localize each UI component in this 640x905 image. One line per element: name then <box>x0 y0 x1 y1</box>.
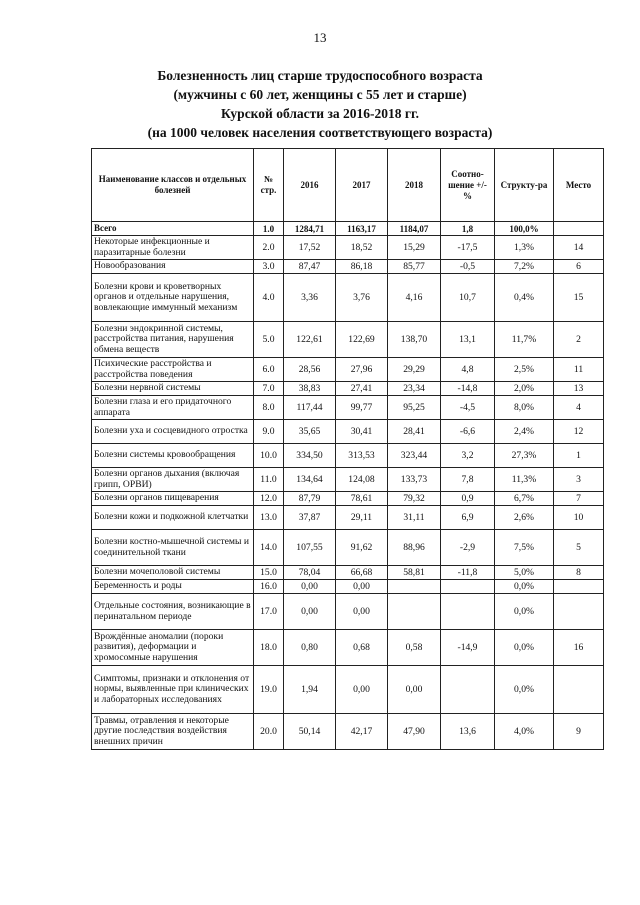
table-row <box>92 420 604 444</box>
row-no: 16.0 <box>254 580 284 594</box>
row-no: 12.0 <box>254 492 284 506</box>
row-place: 13 <box>554 382 604 396</box>
header-2017: 2017 <box>336 149 388 222</box>
row-2018 <box>388 580 441 594</box>
row-no: 20.0 <box>254 714 284 750</box>
row-2017: 78,61 <box>336 492 388 506</box>
row-2018 <box>388 594 441 630</box>
row-place: 8 <box>554 566 604 580</box>
page-number: 13 <box>313 30 327 45</box>
row-2016: 0,00 <box>284 580 336 594</box>
row-no: 2.0 <box>254 236 284 260</box>
table-row <box>92 594 604 630</box>
row-place: 1 <box>554 444 604 468</box>
row-no: 6.0 <box>254 358 284 382</box>
row-2017: 1163,17 <box>336 222 388 236</box>
row-2016: 37,87 <box>284 506 336 530</box>
row-2017: 91,62 <box>336 530 388 566</box>
row-structure: 11,3% <box>495 468 554 492</box>
row-2018: 85,77 <box>388 260 441 274</box>
row-2018: 58,81 <box>388 566 441 580</box>
row-2017: 27,41 <box>336 382 388 396</box>
row-2017: 0,00 <box>336 666 388 714</box>
title-line-4: (на 1000 человек населения соответствующего возраста) <box>147 125 493 140</box>
row-name: Отдельные состояния, возникающие в перинатальном периоде <box>92 594 254 630</box>
table-row <box>92 530 604 566</box>
header-place: Место <box>554 149 604 222</box>
row-2016: 38,83 <box>284 382 336 396</box>
row-name: Некоторые инфекционные и паразитарные болезни <box>92 236 254 260</box>
row-2016: 17,52 <box>284 236 336 260</box>
table-row <box>92 274 604 322</box>
row-ratio: 13,1 <box>441 322 495 358</box>
row-2017: 30,41 <box>336 420 388 444</box>
row-2016: 35,65 <box>284 420 336 444</box>
table-row <box>92 358 604 382</box>
row-structure: 0,0% <box>495 580 554 594</box>
table-header-row <box>92 149 604 222</box>
row-2018: 4,16 <box>388 274 441 322</box>
table-row <box>92 580 604 594</box>
row-ratio <box>441 666 495 714</box>
row-2016: 87,79 <box>284 492 336 506</box>
row-name: Болезни крови и кроветворных органов и отдельные нарушения, вовлекающие иммунный механизм <box>92 274 254 322</box>
row-ratio: 1,8 <box>441 222 495 236</box>
row-2016: 87,47 <box>284 260 336 274</box>
row-place: 9 <box>554 714 604 750</box>
row-2016: 50,14 <box>284 714 336 750</box>
table-body <box>92 222 604 750</box>
row-2018: 79,32 <box>388 492 441 506</box>
row-2018: 28,41 <box>388 420 441 444</box>
row-place: 15 <box>554 274 604 322</box>
row-2016: 1284,71 <box>284 222 336 236</box>
row-no: 8.0 <box>254 396 284 420</box>
row-ratio: -6,6 <box>441 420 495 444</box>
row-place: 10 <box>554 506 604 530</box>
row-structure: 2,6% <box>495 506 554 530</box>
row-ratio: -0,5 <box>441 260 495 274</box>
row-2017: 27,96 <box>336 358 388 382</box>
row-place: 5 <box>554 530 604 566</box>
row-structure: 5,0% <box>495 566 554 580</box>
morbidity-table <box>91 148 604 750</box>
row-2016: 0,00 <box>284 594 336 630</box>
row-structure: 8,0% <box>495 396 554 420</box>
title-line-1: Болезненность лиц старше трудоспособного возраста <box>157 68 483 83</box>
row-name: Симптомы, признаки и отклонения от нормы, выявленные при клинических и лабораторных исследованиях <box>92 666 254 714</box>
row-structure: 2,0% <box>495 382 554 396</box>
table-row <box>92 506 604 530</box>
row-name: Болезни мочеполовой системы <box>92 566 254 580</box>
row-name: Врождённые аномалии (пороки развития), деформации и хромосомные нарушения <box>92 630 254 666</box>
row-2016: 3,36 <box>284 274 336 322</box>
row-ratio <box>441 594 495 630</box>
row-no: 14.0 <box>254 530 284 566</box>
row-place <box>554 222 604 236</box>
row-structure: 100,0% <box>495 222 554 236</box>
header-ratio: Соотно-шение +/- % <box>441 149 495 222</box>
row-2018: 138,70 <box>388 322 441 358</box>
row-name: Травмы, отравления и некоторые другие последствия воздействия внешних причин <box>92 714 254 750</box>
row-2017: 124,08 <box>336 468 388 492</box>
row-ratio: -14,9 <box>441 630 495 666</box>
table-row <box>92 236 604 260</box>
row-structure: 27,3% <box>495 444 554 468</box>
table-row <box>92 382 604 396</box>
row-ratio: 7,8 <box>441 468 495 492</box>
row-2018: 0,00 <box>388 666 441 714</box>
table-row <box>92 666 604 714</box>
title-line-2: (мужчины с 60 лет, женщины с 55 лет и старше) <box>173 87 467 102</box>
row-structure: 0,0% <box>495 630 554 666</box>
row-no: 11.0 <box>254 468 284 492</box>
row-name: Болезни уха и сосцевидного отростка <box>92 420 254 444</box>
row-no: 9.0 <box>254 420 284 444</box>
row-2018: 15,29 <box>388 236 441 260</box>
row-2018: 23,34 <box>388 382 441 396</box>
row-ratio: -17,5 <box>441 236 495 260</box>
row-2018: 88,96 <box>388 530 441 566</box>
row-2017: 42,17 <box>336 714 388 750</box>
row-2016: 107,55 <box>284 530 336 566</box>
row-structure: 1,3% <box>495 236 554 260</box>
row-2017: 86,18 <box>336 260 388 274</box>
header-no: № стр. <box>254 149 284 222</box>
row-no: 4.0 <box>254 274 284 322</box>
row-structure: 2,4% <box>495 420 554 444</box>
document-title <box>0 66 640 142</box>
row-place <box>554 666 604 714</box>
row-structure: 11,7% <box>495 322 554 358</box>
row-structure: 4,0% <box>495 714 554 750</box>
row-2016: 28,56 <box>284 358 336 382</box>
row-ratio: 10,7 <box>441 274 495 322</box>
row-place: 7 <box>554 492 604 506</box>
row-name: Болезни глаза и его придаточного аппарата <box>92 396 254 420</box>
row-name: Болезни органов дыхания (включая грипп, ОРВИ) <box>92 468 254 492</box>
row-2017: 0,68 <box>336 630 388 666</box>
row-ratio <box>441 580 495 594</box>
row-ratio: 6,9 <box>441 506 495 530</box>
table-row <box>92 492 604 506</box>
row-ratio: 0,9 <box>441 492 495 506</box>
row-place: 12 <box>554 420 604 444</box>
row-no: 15.0 <box>254 566 284 580</box>
row-ratio: -2,9 <box>441 530 495 566</box>
table-row <box>92 630 604 666</box>
row-2018: 31,11 <box>388 506 441 530</box>
row-name: Болезни системы кровообращения <box>92 444 254 468</box>
row-name: Беременность и роды <box>92 580 254 594</box>
row-2016: 78,04 <box>284 566 336 580</box>
row-place: 6 <box>554 260 604 274</box>
table-row <box>92 468 604 492</box>
row-2016: 122,61 <box>284 322 336 358</box>
row-ratio: 4,8 <box>441 358 495 382</box>
row-2017: 0,00 <box>336 594 388 630</box>
row-2018: 1184,07 <box>388 222 441 236</box>
row-2016: 0,80 <box>284 630 336 666</box>
row-place: 14 <box>554 236 604 260</box>
header-2018: 2018 <box>388 149 441 222</box>
row-2017: 66,68 <box>336 566 388 580</box>
header-name: Наименование классов и отдельных болезней <box>92 149 254 222</box>
row-name: Болезни нервной системы <box>92 382 254 396</box>
table-row <box>92 566 604 580</box>
row-name: Новообразования <box>92 260 254 274</box>
row-place: 16 <box>554 630 604 666</box>
row-no: 5.0 <box>254 322 284 358</box>
row-2017: 122,69 <box>336 322 388 358</box>
row-place: 4 <box>554 396 604 420</box>
row-2017: 313,53 <box>336 444 388 468</box>
row-place: 2 <box>554 322 604 358</box>
header-structure: Структу-ра <box>495 149 554 222</box>
row-no: 1.0 <box>254 222 284 236</box>
row-structure: 7,2% <box>495 260 554 274</box>
row-2016: 134,64 <box>284 468 336 492</box>
row-2016: 1,94 <box>284 666 336 714</box>
row-name: Психические расстройства и расстройства поведения <box>92 358 254 382</box>
row-no: 17.0 <box>254 594 284 630</box>
table-row <box>92 322 604 358</box>
row-ratio: -11,8 <box>441 566 495 580</box>
row-place <box>554 594 604 630</box>
title-line-3: Курской области за 2016-2018 гг. <box>220 106 419 121</box>
row-structure: 0,0% <box>495 666 554 714</box>
table-row <box>92 396 604 420</box>
row-name: Болезни эндокринной системы, расстройства питания, нарушения обмена веществ <box>92 322 254 358</box>
table-row <box>92 444 604 468</box>
row-2017: 99,77 <box>336 396 388 420</box>
row-no: 10.0 <box>254 444 284 468</box>
row-2016: 117,44 <box>284 396 336 420</box>
row-2018: 95,25 <box>388 396 441 420</box>
row-no: 7.0 <box>254 382 284 396</box>
row-no: 18.0 <box>254 630 284 666</box>
row-ratio: 13,6 <box>441 714 495 750</box>
row-name: Болезни органов пищеварения <box>92 492 254 506</box>
row-2017: 0,00 <box>336 580 388 594</box>
row-name: Болезни кожи и подкожной клетчатки <box>92 506 254 530</box>
row-2017: 18,52 <box>336 236 388 260</box>
row-2018: 29,29 <box>388 358 441 382</box>
row-ratio: -14,8 <box>441 382 495 396</box>
row-2018: 133,73 <box>388 468 441 492</box>
table-row <box>92 260 604 274</box>
row-place: 3 <box>554 468 604 492</box>
row-no: 3.0 <box>254 260 284 274</box>
row-place: 11 <box>554 358 604 382</box>
row-structure: 0,0% <box>495 594 554 630</box>
row-ratio: -4,5 <box>441 396 495 420</box>
header-2016: 2016 <box>284 149 336 222</box>
row-structure: 2,5% <box>495 358 554 382</box>
table-row <box>92 714 604 750</box>
row-name: Болезни костно-мышечной системы и соединительной ткани <box>92 530 254 566</box>
row-2017: 29,11 <box>336 506 388 530</box>
row-name: Всего <box>92 222 254 236</box>
row-structure: 7,5% <box>495 530 554 566</box>
row-2018: 323,44 <box>388 444 441 468</box>
row-structure: 0,4% <box>495 274 554 322</box>
row-ratio: 3,2 <box>441 444 495 468</box>
row-structure: 6,7% <box>495 492 554 506</box>
row-2018: 0,58 <box>388 630 441 666</box>
row-no: 13.0 <box>254 506 284 530</box>
row-2017: 3,76 <box>336 274 388 322</box>
row-no: 19.0 <box>254 666 284 714</box>
row-2018: 47,90 <box>388 714 441 750</box>
row-place <box>554 580 604 594</box>
row-2016: 334,50 <box>284 444 336 468</box>
table-row <box>92 222 604 236</box>
